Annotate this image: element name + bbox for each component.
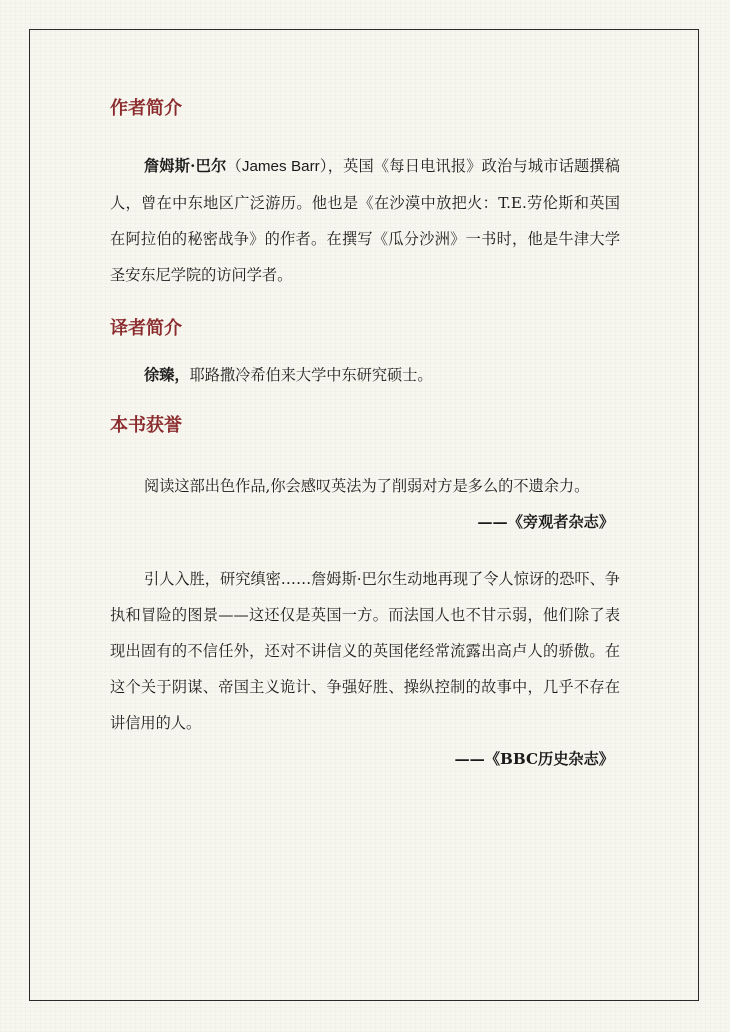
translator-name: 徐臻， xyxy=(144,366,190,384)
praise-quote-1: 阅读这部出色作品,你会感叹英法为了削弱对方是多么的不遗余力。 xyxy=(144,477,590,495)
author-name: 詹姆斯·巴尔 xyxy=(144,157,227,175)
translator-bio-text: 耶路撒冷希伯来大学中东研究硕士。 xyxy=(189,366,433,384)
praise-quote-2: 引人入胜，研究缜密……詹姆斯·巴尔生动地再现了令人惊讶的恐吓、争执和冒险的图景——这还仅是英国一方。而法国人也不甘示弱，他们除了表现出固有的不信任外，还对不讲信义的英国佬经常流露出高卢人的骄傲。在这个关于阴谋、帝国主义诡计、争强好胜、操纵控制的故事中，几乎不存在讲信用的人。 xyxy=(110,570,620,732)
praise-source-2: ——《BBC历史杂志》 xyxy=(454,750,614,768)
author-bio xyxy=(110,148,620,293)
author-heading: 作者简介 xyxy=(110,98,182,119)
translator-bio xyxy=(110,357,620,393)
praise-heading: 本书获誉 xyxy=(110,415,182,436)
praise-source-1: ——《旁观者杂志》 xyxy=(477,513,614,531)
author-bio-text: ，英国《每日电讯报》政治与城市话题撰稿人，曾在中东地区广泛游历。他也是《在沙漠中放把火：T.E.劳伦斯和英国在阿拉伯的秘密战争》的作者。在撰写《瓜分沙洲》一书时，他是牛津大学圣安东尼学院的访问学者。 xyxy=(110,157,620,284)
translator-heading: 译者简介 xyxy=(110,318,182,339)
author-name-english: （James Barr） xyxy=(226,158,328,175)
page-content xyxy=(110,90,620,777)
